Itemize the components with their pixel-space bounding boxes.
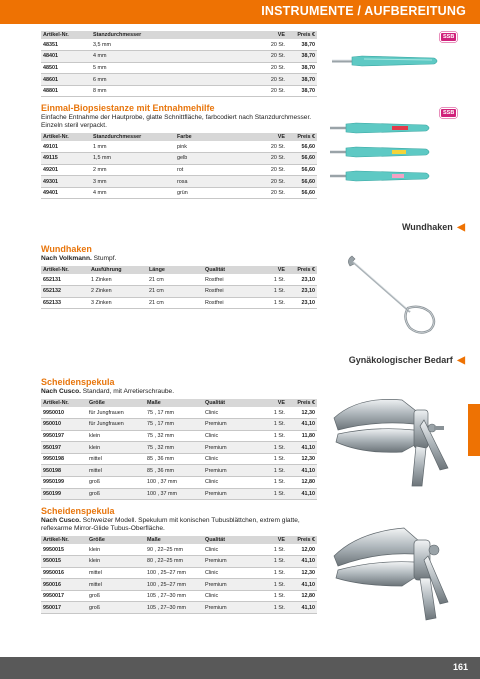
article-number: 49401: [41, 187, 91, 199]
product-title: Einmal-Biopsiestanze mit Entnahmehilfe: [41, 103, 215, 113]
table-cell: Premium: [203, 579, 259, 591]
table-cell: 1,5 mm: [91, 153, 175, 165]
table-cell: 20 St.: [257, 164, 287, 176]
table-cell: 85 , 36 mm: [145, 465, 203, 477]
col-header: Artikel-Nr.: [41, 536, 87, 544]
article-number: 9950010: [41, 407, 87, 419]
table-cell: Clinic: [203, 567, 259, 579]
table-cell: Premium: [203, 419, 259, 431]
table-cell: 1 St.: [259, 297, 287, 309]
article-number: 49201: [41, 164, 91, 176]
biopsie-table: [41, 133, 317, 199]
table-cell: 100 , 37 mm: [145, 488, 203, 500]
stanzen-table: [41, 31, 317, 97]
article-number: 950017: [41, 602, 87, 614]
table-cell: 20 St.: [257, 153, 287, 165]
description-text: Standard, mit Arretierschraube.: [80, 388, 175, 395]
table-row: [41, 442, 317, 454]
col-header: Qualität: [203, 399, 259, 407]
product-title: Scheidenspekula: [41, 377, 115, 387]
section-heading-label: Gynäkologischer Bedarf: [348, 355, 453, 365]
table-cell: 3,5 mm: [91, 39, 257, 51]
table-cell: 1 St.: [259, 453, 287, 465]
article-number: 48601: [41, 74, 91, 86]
speculum-standard-image: [328, 390, 460, 490]
triangle-left-icon: ◀: [457, 355, 465, 366]
table-cell: rot: [175, 164, 257, 176]
article-number: 652132: [41, 286, 89, 298]
table-cell: 20 St.: [257, 74, 287, 86]
table-row: [41, 556, 317, 568]
spekula-swiss-block: [41, 506, 317, 614]
col-header: Artikel-Nr.: [41, 266, 89, 274]
table-cell: 100 , 25–27 mm: [145, 579, 203, 591]
table-cell: 1 St.: [259, 465, 287, 477]
table-cell: Clinic: [203, 590, 259, 602]
price-cell: 41,10: [287, 488, 317, 500]
price-cell: 56,60: [287, 141, 317, 153]
col-header: VE: [257, 133, 287, 141]
table-cell: Clinic: [203, 407, 259, 419]
section-heading-gyn: [349, 355, 465, 366]
col-header: Länge: [147, 266, 203, 274]
table-cell: 21 cm: [147, 297, 203, 309]
table-cell: 1 mm: [91, 141, 175, 153]
table-row: [41, 187, 317, 199]
col-header: Maße: [145, 399, 203, 407]
price-cell: 23,10: [287, 297, 317, 309]
table-cell: 21 cm: [147, 274, 203, 286]
header-bar: [0, 0, 480, 24]
table-row: [41, 544, 317, 556]
article-number: 9950199: [41, 477, 87, 489]
table-cell: 21 cm: [147, 286, 203, 298]
table-cell: 2 mm: [91, 164, 175, 176]
article-number: 49115: [41, 153, 91, 165]
price-cell: 56,60: [287, 153, 317, 165]
description-text: Schweizer Modell. Spekulum mit konischen Tubusblättchen, extrem glatte, reflexarme Mirror-Glide Tubus-Oberfläche.: [41, 517, 300, 532]
table-cell: Premium: [203, 556, 259, 568]
table-cell: 1 St.: [259, 602, 287, 614]
price-cell: 12,30: [287, 453, 317, 465]
table-row: [41, 602, 317, 614]
table-row: [41, 141, 317, 153]
article-number: 652131: [41, 274, 89, 286]
table-cell: klein: [87, 544, 145, 556]
table-cell: 4 mm: [91, 187, 175, 199]
price-cell: 56,60: [287, 187, 317, 199]
table-cell: 1 St.: [259, 567, 287, 579]
table-cell: 3 mm: [91, 176, 175, 188]
table-cell: Premium: [203, 488, 259, 500]
article-number: 49301: [41, 176, 91, 188]
col-header: Stanzdurchmesser: [91, 133, 175, 141]
price-cell: 38,70: [287, 51, 317, 63]
table-cell: groß: [87, 602, 145, 614]
table-cell: rosa: [175, 176, 257, 188]
price-cell: 38,70: [287, 62, 317, 74]
col-header: VE: [259, 266, 287, 274]
col-header: Qualität: [203, 266, 259, 274]
ssb-badge: SSB: [440, 32, 457, 42]
table-cell: Clinic: [203, 430, 259, 442]
table-cell: 1 St.: [259, 419, 287, 431]
table-cell: 3 Zinken: [89, 297, 147, 309]
table-row: [41, 567, 317, 579]
table-cell: groß: [87, 488, 145, 500]
table-cell: Clinic: [203, 544, 259, 556]
price-cell: 41,10: [287, 419, 317, 431]
description-emphasis: Nach Cusco.: [41, 388, 81, 395]
article-number: 48351: [41, 39, 91, 51]
article-number: 950197: [41, 442, 87, 454]
table-cell: 75 , 17 mm: [145, 419, 203, 431]
col-header: Stanzdurchmesser: [91, 31, 257, 39]
article-number: 48501: [41, 62, 91, 74]
table-cell: 1 St.: [259, 556, 287, 568]
product-description: [41, 517, 317, 533]
page-number: 161: [452, 662, 468, 672]
price-cell: 12,80: [287, 590, 317, 602]
price-cell: 41,10: [287, 465, 317, 477]
description-emphasis: Nach Volkmann.: [41, 255, 92, 262]
table-cell: klein: [87, 442, 145, 454]
table-row: [41, 62, 317, 74]
product-title: Scheidenspekula: [41, 506, 115, 516]
section-heading-label: Wundhaken: [401, 222, 453, 232]
article-number: 9950198: [41, 453, 87, 465]
table-cell: 1 St.: [259, 590, 287, 602]
table-cell: 90 , 22–25 mm: [145, 544, 203, 556]
article-number: 48401: [41, 51, 91, 63]
table-cell: klein: [87, 556, 145, 568]
col-header: Ausführung: [89, 266, 147, 274]
footer-bar: [0, 657, 480, 679]
table-cell: mittel: [87, 465, 145, 477]
table-row: [41, 85, 317, 97]
table-cell: Clinic: [203, 453, 259, 465]
col-header: Preis €: [287, 399, 317, 407]
table-row: [41, 274, 317, 286]
col-header: Preis €: [287, 133, 317, 141]
table-cell: 1 St.: [259, 286, 287, 298]
article-number: 9950016: [41, 567, 87, 579]
price-cell: 56,60: [287, 164, 317, 176]
table-cell: 100 , 25–27 mm: [145, 567, 203, 579]
table-cell: 75 , 32 mm: [145, 442, 203, 454]
table-cell: 85 , 36 mm: [145, 453, 203, 465]
table-cell: Rostfrei: [203, 286, 259, 298]
speculum-swiss-image: [330, 520, 462, 624]
chapter-side-tab: [468, 404, 480, 456]
table-cell: 75 , 17 mm: [145, 407, 203, 419]
col-header: Größe: [87, 399, 145, 407]
col-header: VE: [257, 31, 287, 39]
price-cell: 56,60: [287, 176, 317, 188]
table-cell: 1 St.: [259, 544, 287, 556]
table-row: [41, 74, 317, 86]
table-cell: 5 mm: [91, 62, 257, 74]
col-header: Farbe: [175, 133, 257, 141]
table-cell: 20 St.: [257, 176, 287, 188]
table-cell: Rostfrei: [203, 274, 259, 286]
table-cell: 1 St.: [259, 430, 287, 442]
table-cell: 20 St.: [257, 187, 287, 199]
table-cell: 20 St.: [257, 85, 287, 97]
table-cell: groß: [87, 590, 145, 602]
table-cell: 80 , 22–25 mm: [145, 556, 203, 568]
table-row: [41, 286, 317, 298]
price-cell: 12,30: [287, 407, 317, 419]
article-number: 9950015: [41, 544, 87, 556]
biopsy-punch-set-image: [322, 106, 462, 188]
wound-retractor-image: [344, 250, 444, 336]
table-cell: Premium: [203, 465, 259, 477]
price-cell: 11,80: [287, 430, 317, 442]
table-row: [41, 590, 317, 602]
table-cell: 20 St.: [257, 62, 287, 74]
price-cell: 38,70: [287, 85, 317, 97]
price-cell: 12,80: [287, 477, 317, 489]
stanzen-block: [41, 31, 317, 97]
table-cell: mittel: [87, 567, 145, 579]
table-row: [41, 297, 317, 309]
table-row: [41, 453, 317, 465]
table-cell: mittel: [87, 579, 145, 591]
article-number: 652133: [41, 297, 89, 309]
spekula-standard-block: [41, 377, 317, 500]
table-row: [41, 465, 317, 477]
table-row: [41, 51, 317, 63]
table-cell: 1 St.: [259, 579, 287, 591]
table-cell: für Jungfrauen: [87, 407, 145, 419]
article-number: 9950197: [41, 430, 87, 442]
article-number: 950010: [41, 419, 87, 431]
table-row: [41, 39, 317, 51]
col-header: Größe: [87, 536, 145, 544]
biopsie-block: [41, 103, 317, 199]
product-title: Wundhaken: [41, 244, 92, 254]
triangle-left-icon: ◀: [457, 222, 465, 233]
table-cell: 100 , 37 mm: [145, 477, 203, 489]
table-cell: gelb: [175, 153, 257, 165]
table-row: [41, 164, 317, 176]
section-heading-wundhaken: [402, 222, 465, 233]
table-cell: pink: [175, 141, 257, 153]
biopsy-punch-image: [322, 30, 462, 94]
wundhaken-table: [41, 266, 317, 309]
table-cell: Clinic: [203, 477, 259, 489]
table-cell: Premium: [203, 442, 259, 454]
col-header: Preis €: [287, 31, 317, 39]
table-cell: 1 St.: [259, 442, 287, 454]
table-row: [41, 430, 317, 442]
table-cell: 1 Zinken: [89, 274, 147, 286]
table-row: [41, 153, 317, 165]
product-description: [41, 388, 317, 396]
article-number: 49101: [41, 141, 91, 153]
price-cell: 41,10: [287, 602, 317, 614]
table-cell: 20 St.: [257, 141, 287, 153]
page-header-title: INSTRUMENTE / AUFBEREITUNG: [261, 4, 466, 18]
col-header: VE: [259, 399, 287, 407]
price-cell: 41,10: [287, 579, 317, 591]
article-number: 48801: [41, 85, 91, 97]
table-cell: mittel: [87, 453, 145, 465]
col-header: Artikel-Nr.: [41, 133, 91, 141]
table-cell: Premium: [203, 602, 259, 614]
spekula-standard-table: [41, 399, 317, 500]
table-cell: 2 Zinken: [89, 286, 147, 298]
table-row: [41, 477, 317, 489]
col-header: Preis €: [287, 266, 317, 274]
description-emphasis: Nach Cusco.: [41, 517, 81, 524]
table-cell: 20 St.: [257, 51, 287, 63]
price-cell: 41,10: [287, 556, 317, 568]
table-cell: 1 St.: [259, 274, 287, 286]
table-cell: 105 , 27–30 mm: [145, 590, 203, 602]
table-cell: 1 St.: [259, 407, 287, 419]
table-cell: Rostfrei: [203, 297, 259, 309]
col-header: Artikel-Nr.: [41, 399, 87, 407]
product-description: Einfache Entnahme der Hautprobe, glatte Schnittfläche, farbcodiert nach Stanzdurchmesser. Einzeln steril verpackt.: [41, 114, 312, 129]
table-row: [41, 419, 317, 431]
article-number: 9950017: [41, 590, 87, 602]
article-number: 950198: [41, 465, 87, 477]
col-header: Maße: [145, 536, 203, 544]
price-cell: 41,10: [287, 442, 317, 454]
table-cell: 1 St.: [259, 488, 287, 500]
table-cell: grün: [175, 187, 257, 199]
col-header: VE: [259, 536, 287, 544]
article-number: 950016: [41, 579, 87, 591]
col-header: Artikel-Nr.: [41, 31, 91, 39]
price-cell: 12,30: [287, 567, 317, 579]
wundhaken-block: [41, 244, 317, 309]
col-header: Qualität: [203, 536, 259, 544]
ssb-badge: SSB: [440, 108, 457, 118]
table-row: [41, 176, 317, 188]
article-number: 950015: [41, 556, 87, 568]
table-row: [41, 579, 317, 591]
price-cell: 38,70: [287, 74, 317, 86]
table-row: [41, 407, 317, 419]
table-cell: 8 mm: [91, 85, 257, 97]
table-cell: groß: [87, 477, 145, 489]
price-cell: 23,10: [287, 286, 317, 298]
table-row: [41, 488, 317, 500]
price-cell: 23,10: [287, 274, 317, 286]
table-cell: 6 mm: [91, 74, 257, 86]
table-cell: 75 , 32 mm: [145, 430, 203, 442]
table-cell: für Jungfrauen: [87, 419, 145, 431]
table-cell: 4 mm: [91, 51, 257, 63]
description-text: Stumpf.: [91, 255, 117, 262]
table-cell: 20 St.: [257, 39, 287, 51]
table-cell: 105 , 27–30 mm: [145, 602, 203, 614]
table-cell: klein: [87, 430, 145, 442]
product-description: [41, 255, 317, 263]
table-cell: 1 St.: [259, 477, 287, 489]
price-cell: 12,00: [287, 544, 317, 556]
article-number: 950199: [41, 488, 87, 500]
col-header: Preis €: [287, 536, 317, 544]
price-cell: 38,70: [287, 39, 317, 51]
spekula-swiss-table: [41, 536, 317, 614]
